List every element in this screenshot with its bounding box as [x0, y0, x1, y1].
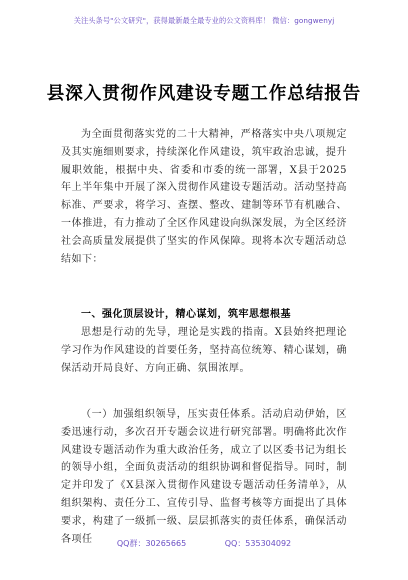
footer-contacts	[0, 538, 408, 549]
document-title: 县深入贯彻作风建设专题工作总结报告	[46, 84, 362, 104]
footer-qq: QQ：535304092	[224, 539, 292, 548]
section-heading-1: 一、强化顶层设计，精心谋划，筑牢思想根基	[81, 309, 291, 320]
intro-paragraph: 为全面贯彻落实党的二十大精神，严格落实中央八项规定及其实施细则要求，持续深化作风建设，筑牢政治忠诚，提升履职效能，根据中央、省委和市委的统一部署，X县于2025年上半年集中开展了深入贯彻作风建设专题活动。活动坚持高标准、严要求，将学习、查摆、整改、建制等环节有机融合、一体推进，有力推动了全区作风建设向纵深发展，为全区经济社会高质量发展提供了坚实的作风保障。现将本次专题活动总结如下：	[61, 129, 347, 265]
header-banner: 关注头条号"公文研究"，获得最新最全最专业的公文资料库！ 微信：gongwenyj	[73, 16, 335, 25]
paragraph-thought: 思想是行动的先导，理论是实践的指南。X县始终把理论学习作为作风建设的首要任务，坚持高位统筹、精心谋划，确保活动开局良好、方向正确、氛围浓厚。	[61, 327, 347, 374]
paragraph-organization: （一）加强组织领导，压实责任体系。活动启动伊始，区委迅速行动，多次召开专题会议进行研究部署。明确将此次作风建设专题活动作为重大政治任务，成立了以区委书记为组长的领导小组，全面负责活动的组织协调和督促指导。同时，制定并印发了《X县深入贯彻作风建设专题活动任务清单》，从组织架构、责任分工、宣传引导、监督考核等方面提出了具体要求，构建了一级抓一级、层层抓落实的责任体系，确保活动各项任	[61, 409, 347, 545]
footer-qq-group: QQ群：30265665	[116, 539, 187, 548]
